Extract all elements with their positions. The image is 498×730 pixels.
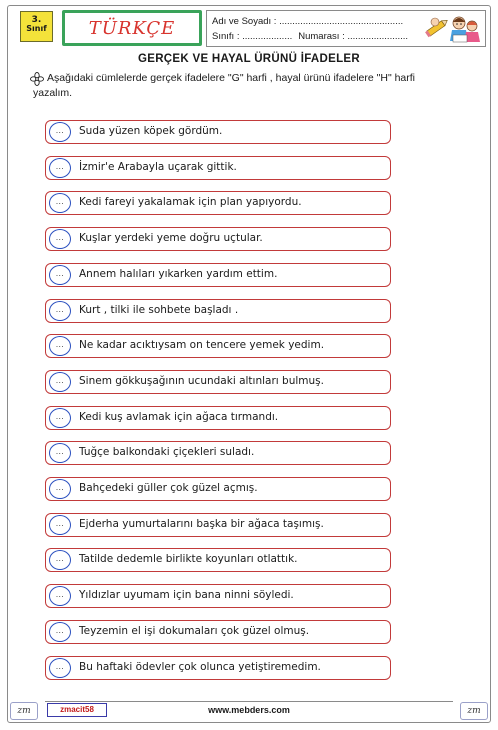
subject-box — [62, 10, 202, 46]
subject-title: TÜRKÇE — [88, 17, 176, 39]
worksheet-title: GERÇEK VE HAYAL ÜRÜNÜ İFADELER — [137, 53, 360, 65]
page-frame — [7, 5, 491, 723]
number-field[interactable]: Numarası : ....................... — [298, 31, 409, 42]
answer-bubble[interactable]: ... — [49, 658, 71, 678]
sentence-item — [45, 548, 391, 572]
sentence-item — [45, 584, 391, 608]
answer-bubble[interactable]: ... — [49, 515, 71, 535]
grade-badge — [20, 11, 53, 42]
answer-bubble[interactable]: ... — [49, 301, 71, 321]
sentence-item — [45, 620, 391, 644]
sentence-item — [45, 156, 391, 180]
grade-number: 3. — [31, 15, 42, 25]
answer-bubble[interactable]: ... — [49, 372, 71, 392]
footer-logo-left: zm — [10, 702, 38, 720]
sentence-text: Suda yüzen köpek gördüm. — [79, 125, 223, 137]
flower-icon — [30, 72, 44, 86]
sentence-text: Kedi kuş avlamak için ağaca tırmandı. — [79, 411, 279, 423]
footer-divider — [45, 701, 453, 702]
sentence-text: Bu haftaki ödevler çok olunca yetiştiremedim. — [79, 661, 321, 673]
student-info-box — [206, 10, 486, 47]
sentence-text: Ne kadar acıktıysam on tencere yemek yedim. — [79, 339, 325, 351]
sentence-item — [45, 656, 391, 680]
sentence-text: Kuşlar yerdeki yeme doğru uçtular. — [79, 232, 263, 244]
sentence-item — [45, 477, 391, 501]
answer-bubble[interactable]: ... — [49, 122, 71, 142]
answer-bubble[interactable]: ... — [49, 193, 71, 213]
sentence-item — [45, 191, 391, 215]
sentence-item — [45, 263, 391, 287]
sentence-text: Teyzemin el işi dokumaları çok güzel olmuş. — [79, 625, 310, 637]
answer-bubble[interactable]: ... — [49, 158, 71, 178]
answer-bubble[interactable]: ... — [49, 265, 71, 285]
answer-bubble[interactable]: ... — [49, 443, 71, 463]
sentence-item — [45, 334, 391, 358]
answer-bubble[interactable]: ... — [49, 550, 71, 570]
sentence-item — [45, 441, 391, 465]
footer-url[interactable]: www.mebders.com — [208, 705, 290, 715]
name-field[interactable]: Adı ve Soyadı : ............................................... — [212, 16, 404, 27]
sentence-item — [45, 370, 391, 394]
sentence-text: Yıldızlar uyumam için bana ninni söyledi. — [79, 589, 294, 601]
answer-bubble[interactable]: ... — [49, 408, 71, 428]
answer-bubble[interactable]: ... — [49, 479, 71, 499]
answer-bubble[interactable]: ... — [49, 586, 71, 606]
answer-bubble[interactable]: ... — [49, 229, 71, 249]
answer-bubble[interactable]: ... — [49, 622, 71, 642]
footer-logo-right: zm — [460, 702, 488, 720]
sentence-text: İzmir'e Arabayla uçarak gittik. — [79, 161, 237, 173]
footer-code: zmacit58 — [47, 703, 107, 717]
class-field[interactable]: Sınıfı : ................... — [212, 31, 293, 42]
answer-bubble[interactable]: ... — [49, 336, 71, 356]
sentence-text: Ejderha yumurtalarını başka bir ağaca taşımış. — [79, 518, 324, 530]
instruction-text — [33, 71, 483, 101]
sentence-item — [45, 406, 391, 430]
sentence-text: Kurt , tilki ile sohbete başladı . — [79, 304, 239, 316]
sentence-item — [45, 120, 391, 144]
class-number-line — [212, 31, 408, 42]
sentence-text: Sinem gökkuşağının ucundaki altınları bulmuş. — [79, 375, 324, 387]
sentence-text: Kedi fareyi yakalamak için plan yapıyordu. — [79, 196, 302, 208]
kids-pencil-illustration — [423, 13, 481, 45]
sentence-item — [45, 513, 391, 537]
sentence-item — [45, 299, 391, 323]
sentence-text: Bahçedeki güller çok güzel açmış. — [79, 482, 258, 494]
sentence-text: Annem halıları yıkarken yardım ettim. — [79, 268, 278, 280]
sentence-item — [45, 227, 391, 251]
sentence-text: Tatilde dedemle birlikte koyunları otlattık. — [79, 553, 298, 565]
instruction-line-2: yazalım. — [33, 87, 73, 99]
grade-word: Sınıf — [26, 24, 47, 34]
instruction-line-1: Aşağıdaki cümlelerde gerçek ifadelere "G" harfi , hayal ürünü ifadelere "H" harfi — [47, 72, 416, 84]
sentence-text: Tuğçe balkondaki çiçekleri suladı. — [79, 446, 255, 458]
